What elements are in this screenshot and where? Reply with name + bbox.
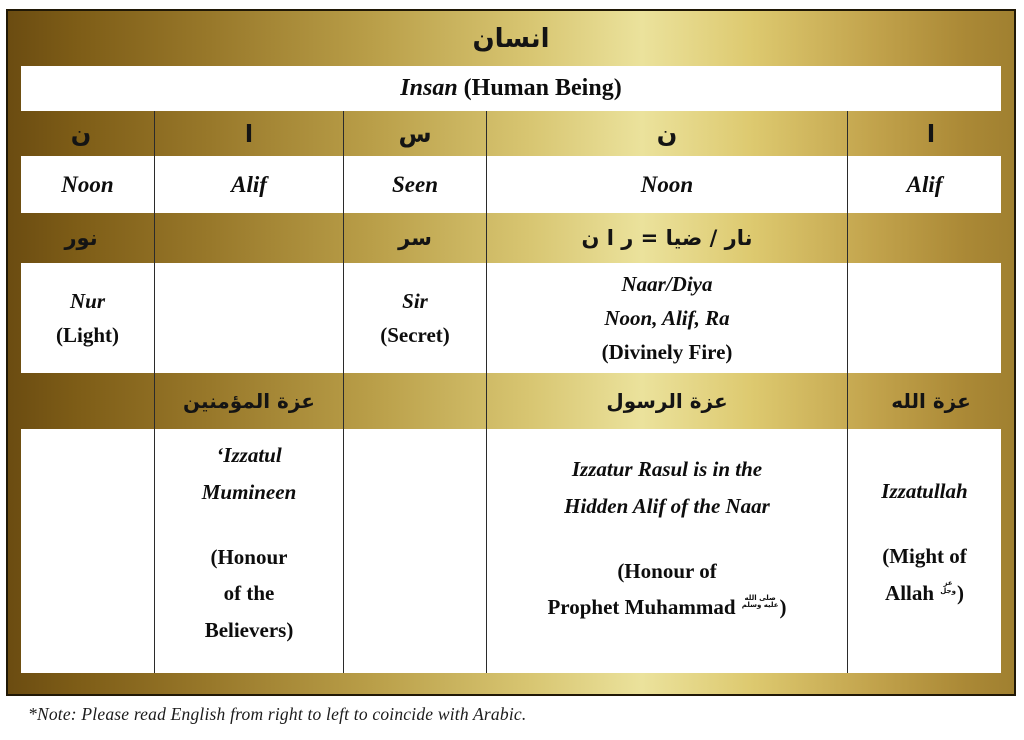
text-line: (Might of [882, 543, 967, 568]
name-noon-1: Noon [21, 156, 154, 213]
text-line: (Honour of [617, 558, 717, 583]
insan-table [6, 9, 1016, 696]
text-line: Allah عز وجل) [885, 578, 964, 605]
text-line: Noon, Alif, Ra [604, 305, 730, 330]
meaning-naar [486, 263, 847, 373]
row-izzat-arabic [8, 373, 1014, 429]
name-alif-2: Alif [847, 156, 1001, 213]
empty-cell [8, 373, 154, 429]
letter-noon-2: ن [486, 111, 847, 156]
row-arabic-letters [8, 111, 1014, 156]
meaning-sir [343, 263, 486, 373]
cell-insan-english [21, 66, 1001, 111]
row-arabic-words [8, 213, 1014, 263]
empty-cell [847, 213, 1014, 263]
name-seen: Seen [343, 156, 486, 213]
text-line: of the [223, 581, 275, 606]
izzat-mumineen-arabic: عزة المؤمنين [154, 373, 343, 429]
empty-cell [21, 429, 154, 673]
letter-alif-2: ا [847, 111, 1014, 156]
row-word-meanings [8, 263, 1014, 373]
text-line: (Light) [56, 323, 119, 347]
letter-seen: س [343, 111, 486, 156]
jalla-jalaluhu-symbol: عز وجل [940, 578, 956, 595]
letter-alif-1: ا [154, 111, 343, 156]
insan-english-line [400, 75, 621, 102]
text-line: Nur [69, 288, 106, 313]
izzat-rasul-arabic: عزة الرسول [486, 373, 847, 429]
text-line: Mumineen [201, 479, 297, 504]
cell-insan-arabic: انسان [472, 23, 550, 54]
row-insan-arabic [8, 11, 1014, 66]
word-naar-arabic [486, 213, 847, 263]
text-line: Naar/Diya [621, 271, 713, 296]
text-line: ‘Izzatul [216, 443, 282, 467]
izzat-mumineen-english [154, 429, 343, 673]
name-alif-1: Alif [154, 156, 343, 213]
row-insan-english [8, 66, 1014, 111]
word-sir-arabic: سر [343, 213, 486, 263]
footnote: *Note: Please read English from right to left to coincide with Arabic. [28, 704, 527, 724]
word-nur-arabic: نور [64, 226, 98, 250]
empty-cell [343, 429, 486, 673]
meaning-nur [21, 263, 154, 373]
text-line: Sir [402, 288, 428, 313]
row-letter-names [8, 156, 1014, 213]
text-line: Izzatur Rasul is in the [571, 457, 763, 481]
text-line: (Honour [210, 544, 288, 569]
bottom-frame-strip [8, 673, 1014, 694]
text-line: (Secret) [380, 323, 450, 347]
insan-translation: (Human Being) [463, 75, 622, 101]
row-izzat-english [8, 429, 1014, 673]
empty-cell [154, 213, 343, 263]
izzat-allah-arabic: عزة الله [847, 373, 1014, 429]
name-noon-2: Noon [486, 156, 847, 213]
insan-transliteration: Insan [400, 75, 458, 101]
sallallahu-alayhi-wasallam-symbol: صلى الله عليه وسلم [741, 593, 779, 610]
naar-equation: ن ا ر = ضيا / نار [581, 226, 753, 250]
empty-cell [154, 263, 343, 373]
text-line: Believers) [204, 618, 294, 642]
izzat-rasul-english [486, 429, 847, 673]
text-line: Prophet Muhammad صلى الله عليه وسلم) [547, 593, 787, 620]
letter-noon-1: ن [70, 119, 92, 148]
text-line: Izzatullah [881, 479, 968, 503]
text-line: (Divinely Fire) [601, 340, 733, 364]
empty-cell [343, 373, 486, 429]
izzat-allah-english [847, 429, 1001, 673]
empty-cell [847, 263, 1001, 373]
text-line: Hidden Alif of the Naar [564, 493, 770, 518]
